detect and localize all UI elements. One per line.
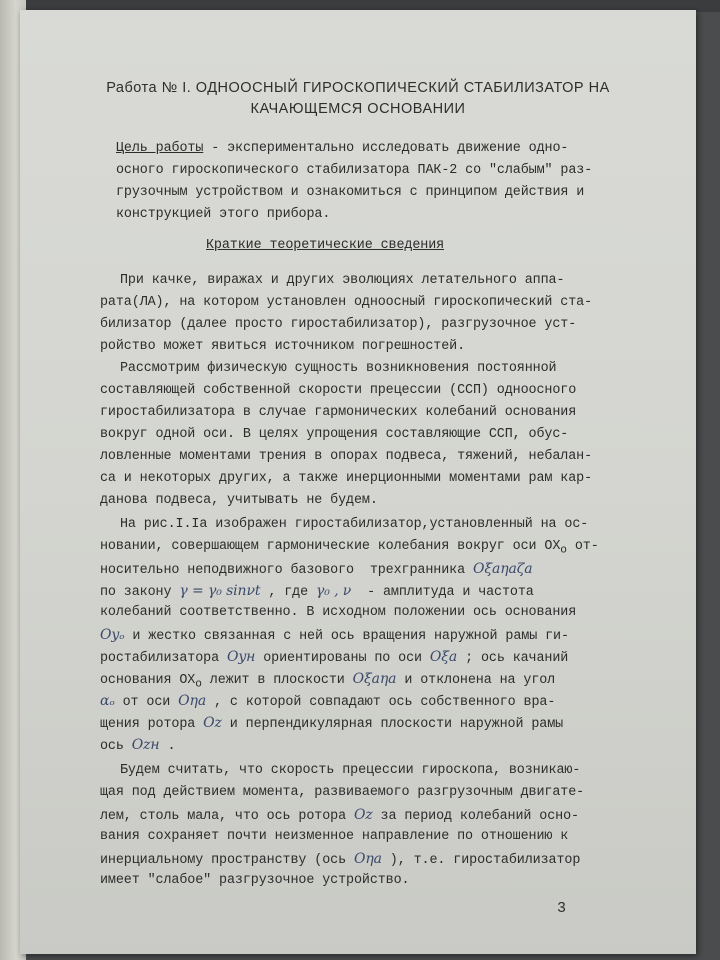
p3-line-5: колебаний соответственно. В исходном положении ось основания [100,605,577,620]
p3-line-2: новании, совершающем гармонические колебания вокруг оси $ОХ_о$ от- [100,539,599,557]
p1-line-1: При качке, виражах и других эволюциях летательного аппа- [120,273,565,288]
p4-line-3: лем, столь мала, что ось ротора Oz за период колебаний осно- [100,807,579,824]
p2-line-1: Рассмотрим физическую сущность возникновения постоянной [120,361,557,376]
p4-line-6: имеет "слабое" разгрузочное устройство. [100,873,410,888]
p3-line-9: αₒ от оси Oηa , с которой совпадают ось собственного вра- [100,693,556,710]
p4-line-2: щая под действием момента, развиваемого разгрузочным двигате- [100,785,585,800]
document-page [20,10,696,954]
p3-line-8: основания $ОХ_о$ лежит в плоскости Oξaηa и отклонена на угол [100,671,556,691]
p2-line-7: данова подвеса, учитывать не будем. [100,493,378,508]
handwritten-symbol: Oyн [226,649,256,665]
handwritten-symbol: Oz [353,807,373,823]
handwritten-symbol: Oξaηa [352,671,397,687]
p2-line-5: ловленные моментами трения в опорах подвеса, тяжений, небалан- [100,449,593,464]
p3-line-3: носительно неподвижного базового трехгранника Oξaηaζa [100,561,533,578]
handwritten-symbol: Oz [203,715,222,731]
p2-line-4: вокруг одной оси. В целях упрощения составляющие ССП, обус- [100,427,569,442]
p2-line-6: са и некоторых других, а также инерционными моментами рам кар- [100,471,593,486]
p1-line-2: рата(ЛА), на котором установлен одноосный гироскопический ста- [100,295,593,310]
p3-line-4: по закону γ = γ₀ sinνt , где γ₀ , ν - амплитуда и частота [100,583,534,600]
p3-line-10: щения ротора Oz и перпендикулярная плоскости наружной рамы [100,715,564,732]
p3-line-7: ростабилизатора Oyн ориентированы по оси Oξa ; ось качаний [100,649,569,666]
handwritten-symbol: Ozн [131,737,160,753]
p3-line-6: Oyₒ и жестко связанная с ней ось вращения наружной рамы ги- [100,627,569,644]
section-heading: Краткие теоретические сведения [206,238,445,253]
handwritten-symbol: Oξaηaζa [472,561,533,577]
page-number: 3 [556,900,566,917]
handwritten-symbol: γ₀ , ν [315,583,352,599]
title-line-2: КАЧАЮЩЕМСЯ ОСНОВАНИИ [250,101,466,117]
handwritten-symbol: Oηa [353,851,382,867]
handwritten-formula: γ = γ₀ sinνt [179,583,261,599]
p1-line-3: билизатор (далее просто гиростабилизатор), разгрузочное уст- [100,317,577,332]
handwritten-symbol: Oyₒ [100,627,125,643]
title-line-1: Работа № I. ОДНООСНЫЙ ГИРОСКОПИЧЕСКИЙ СТАБИЛИЗАТОР НА [106,80,610,96]
p4-line-4: вания сохраняет почти неизменное направление по отношению к [100,829,569,844]
handwritten-symbol: αₒ [100,693,115,709]
goal-line-3: грузочным устройством и ознакомиться с принципом действия и [116,185,585,200]
p4-line-1: Будем считать, что скорость прецессии гироскопа, возникаю- [120,763,581,778]
p1-line-4: ройство может явиться источником погрешностей. [100,339,466,354]
p3-line-11: ось Ozн . [100,737,176,754]
p2-line-3: гиростабилизатора в случае гармонических колебаний основания [100,405,577,420]
goal-line-4: конструкцией этого прибора. [116,207,331,222]
goal-label: Цель работы [116,141,204,156]
handwritten-symbol: Oηa [178,693,207,709]
p2-line-2: составляющей собственной скорости прецессии (ССП) одноосного [100,383,577,398]
goal-line-2: осного гироскопического стабилизатора ПАК-2 со "слабым" раз- [116,163,593,178]
goal-line-1: Цель работы - экспериментально исследовать движение одно- [116,141,569,156]
p4-line-5: инерциальному пространству (ось Oηa ), т.е. гиростабилизатор [100,851,581,868]
handwritten-symbol: Oξa [429,649,458,665]
p3-line-1: На рис.I.Iа изображен гиростабилизатор,установленный на ос- [120,517,589,532]
